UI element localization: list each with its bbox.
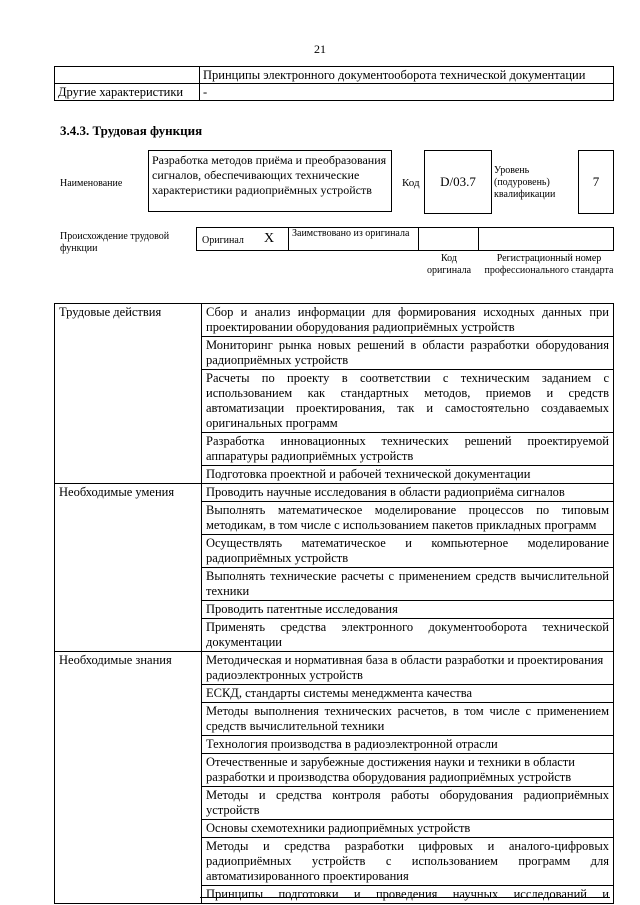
section-label: Необходимые умения	[55, 484, 202, 652]
code-label: Код	[402, 177, 420, 189]
list-item: Методы и средства контроля работы оборудования радиоприёмных устройств	[202, 787, 614, 820]
list-item: Проводить научные исследования в области радиоприёма сигналов	[202, 484, 614, 502]
level-label: Уровень (подуровень) квалификации	[494, 165, 556, 200]
table-row	[55, 84, 614, 101]
row-label: Другие характеристики	[55, 84, 200, 101]
list-item: ЕСКД, стандарты системы менеджмента качества	[202, 685, 614, 703]
footer-rule	[200, 897, 610, 898]
list-item: Разработка инновационных технических решений проектируемой аппаратуры радиоприёмных устройств	[202, 433, 614, 466]
list-item: Методы выполнения технических расчетов, в том числе с применением средств вычислительной техники	[202, 703, 614, 736]
function-code-box: D/03.7	[424, 150, 492, 214]
table-row	[55, 67, 614, 84]
level-value-box: 7	[578, 150, 614, 214]
borrowed-label: Заимствовано из оригинала	[292, 228, 410, 239]
function-name-box: Разработка методов приёма и преобразования сигналов, обеспечивающих технические характеристики радиоприёмных устройств	[148, 150, 392, 212]
list-item: Расчеты по проекту в соответствии с техническим заданием с использованием как стандартных методов, приемов и средств автоматизации проектирования, так и самостоятельно создаваемых оригинальных программ	[202, 370, 614, 433]
list-item: Подготовка проектной и рабочей технической документации	[202, 466, 614, 484]
table-row	[55, 484, 614, 502]
section-label: Необходимые знания	[55, 652, 202, 904]
section-label: Трудовые действия	[55, 304, 202, 484]
original-mark: X	[264, 231, 275, 246]
list-item: Выполнять математическое моделирование процессов по типовым методикам, в том числе с использованием пакетов прикладных программ	[202, 502, 614, 535]
list-item: Выполнять технические расчеты с применением средств вычислительной техники	[202, 568, 614, 601]
list-item: Отечественные и зарубежные достижения науки и техники в области разработки и производства оборудования радиоприёмных устройств	[202, 754, 614, 787]
table-row	[55, 652, 614, 685]
list-item: Принципы подготовки и проведения научных исследований и	[202, 886, 614, 904]
list-item: Осуществлять математическое и компьютерное моделирование радиоприёмных устройств	[202, 535, 614, 568]
list-item: Методы и средства разработки цифровых и аналого-цифровых радиоприёмных устройств с использованием программ для автоматизированного проектирования	[202, 838, 614, 886]
name-label: Наименование	[60, 178, 123, 189]
list-item: Применять средства электронного документооборота технической документации	[202, 619, 614, 652]
list-item: Технология производства в радиоэлектронной отрасли	[202, 736, 614, 754]
list-item: Сбор и анализ информации для формирования исходных данных при проектировании оборудования радиоприёмных устройств	[202, 304, 614, 337]
original-label: Оригинал	[202, 235, 244, 246]
list-item: Проводить патентные исследования	[202, 601, 614, 619]
page-number: 21	[314, 42, 326, 56]
row-value: Принципы электронного документооборота технической документации	[200, 67, 614, 84]
code-original-caption: Код оригинала	[426, 253, 472, 276]
row-value: -	[200, 84, 614, 101]
section-title: 3.4.3. Трудовая функция	[60, 123, 203, 138]
divider	[288, 227, 289, 250]
empty-cell	[55, 67, 200, 84]
top-continuation-table	[54, 66, 614, 101]
main-table	[54, 303, 614, 904]
table-row	[55, 304, 614, 337]
list-item: Методическая и нормативная база в области разработки и проектирования радиоэлектронных устройств	[202, 652, 614, 685]
list-item: Основы схемотехники радиоприёмных устройств	[202, 820, 614, 838]
list-item: Мониторинг рынка новых решений в области разработки оборудования радиоприёмных устройств	[202, 337, 614, 370]
divider	[418, 227, 419, 250]
divider	[478, 227, 479, 250]
origin-label: Происхождение трудовой функции	[60, 231, 170, 254]
reg-number-caption: Регистрационный номер профессионального стандарта	[484, 253, 614, 276]
